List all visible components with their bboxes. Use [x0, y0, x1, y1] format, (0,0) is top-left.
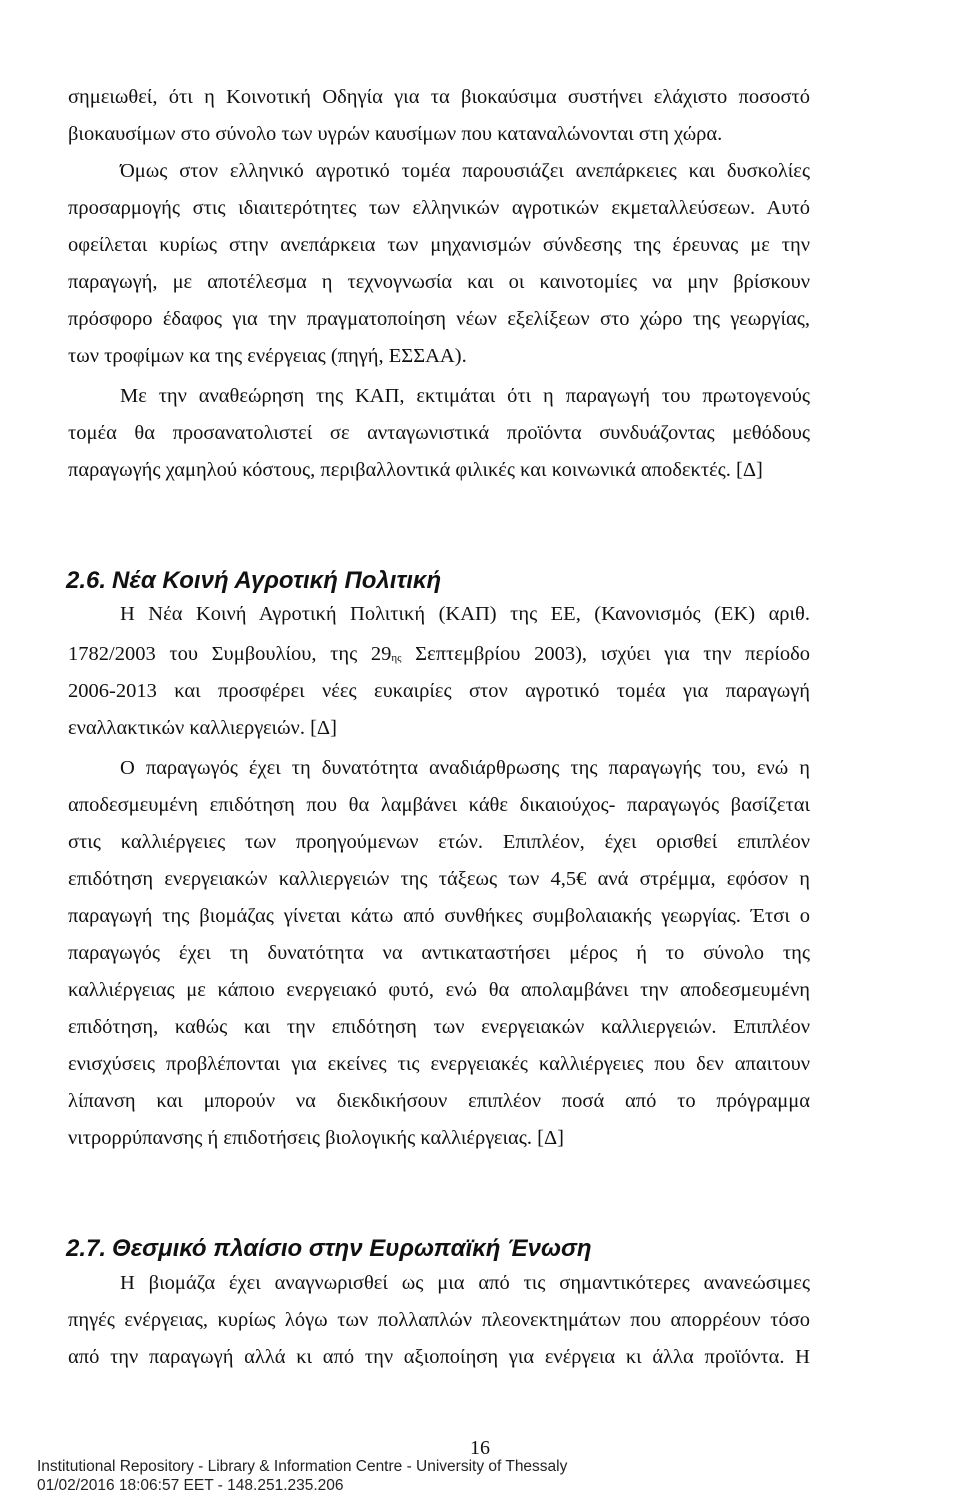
section-heading-2-6: [66, 566, 441, 596]
body-text-line: ενισχύσεις προβλέπονται για εκείνες τις ενεργειακές καλλιέργειες που δεν απαιτουν: [68, 1053, 810, 1075]
body-text-line: 2006-2013 και προσφέρει νέες ευκαιρίες στον αγροτικό τομέα για παραγωγή: [68, 680, 810, 702]
body-text-line: πρόσφορο έδαφος για την πραγματοποίηση νέων εξελίξεων στο χώρο της γεωργίας,: [68, 308, 810, 330]
ordinal-suffix: ης: [391, 652, 402, 664]
body-text-line: παραγωγός έχει τη δυνατότητα να αντικαταστήσει μέρος ή το σύνολο της: [68, 942, 810, 964]
body-text-line: Η βιομάζα έχει αναγνωρισθεί ως μια από τις σημαντικότερες ανανεώσιμες: [120, 1272, 810, 1294]
body-text-line: παραγωγή της βιομάζας γίνεται κάτω από συνθήκες συμβολαιακής γεωργίας. Έτσι ο: [68, 905, 810, 927]
body-text-line: σημειωθεί, ότι η Κοινοτική Οδηγία για τα βιοκαύσιμα συστήνει ελάχιστο ποσοστό: [68, 86, 810, 108]
section-title: Θεσμικό πλαίσιο στην Ευρωπαϊκή Ένωση: [112, 1235, 592, 1262]
body-text-line: στις καλλιέργειες των προηγούμενων ετών. Επιπλέον, έχει ορισθεί επιπλέον: [68, 831, 810, 853]
body-text-line: παραγωγή, με αποτέλεσμα η τεχνογνωσία και οι καινοτομίες να μην βρίσκουν: [68, 271, 810, 293]
body-text-line: οφείλεται κυρίως στην ανεπάρκεια των μηχανισμών σύνδεσης της έρευνας με την: [68, 234, 810, 256]
body-text-line: επιδότηση ενεργειακών καλλιεργειών της τάξεως των 4,5€ ανά στρέμμα, εφόσον η: [68, 868, 810, 890]
body-text-line: Όμως στον ελληνικό αγροτικό τομέα παρουσιάζει ανεπάρκειες και δυσκολίες: [120, 160, 810, 182]
section-number: 2.7.: [66, 1235, 107, 1262]
body-text-line: αποδεσμευμένη επιδότηση που θα λαμβάνει κάθε δικαιούχος- παραγωγός βασίζεται: [68, 794, 810, 816]
body-text-line: καλλιέργειας με κάποιο ενεργειακό φυτό, ενώ θα απολαμβάνει την αποδεσμευμένη: [68, 979, 810, 1001]
body-text-line: των τροφίμων κα της ενέργειας (πηγή, ΕΣΣΑΑ).: [68, 345, 467, 367]
body-text-line: βιοκαυσίμων στο σύνολο των υγρών καυσίμων που καταναλώνονται στη χώρα.: [68, 123, 723, 145]
section-number: 2.6.: [66, 567, 107, 594]
body-text-line: εναλλακτικών καλλιεργειών. [Δ]: [68, 717, 337, 739]
body-text-line: νιτρορρύπανσης ή επιδοτήσεις βιολογικής καλλιέργειας. [Δ]: [68, 1127, 564, 1149]
body-text-line: Η Νέα Κοινή Αγροτική Πολιτική (ΚΑΠ) της ΕΕ, (Κανονισμός (ΕΚ) αριθ.: [120, 603, 810, 625]
body-text-line: Ο παραγωγός έχει τη δυνατότητα αναδιάρθρωσης της παραγωγής του, ενώ η: [120, 757, 810, 779]
section-title: Νέα Κοινή Αγροτική Πολιτική: [112, 567, 442, 594]
body-text-line: προσαρμογής στις ιδιαιτερότητες των ελληνικών αγροτικών εκμεταλλεύσεων. Αυτό: [68, 197, 810, 219]
page-number: 16: [470, 1437, 490, 1459]
body-text-line: Με την αναθεώρηση της ΚΑΠ, εκτιμάται ότι η παραγωγή του πρωτογενούς: [120, 385, 810, 407]
body-text-line: παραγωγής χαμηλού κόστους, περιβαλλοντικά φιλικές και κοινωνικά αποδεκτές. [Δ]: [68, 459, 763, 481]
body-text-line: επιδότηση, καθώς και την επιδότηση των ενεργειακών καλλιεργειών. Επιπλέον: [68, 1016, 810, 1038]
body-text-line: τομέα θα προσανατολιστεί σε ανταγωνιστικά προϊόντα συνδυάζοντας μεθόδους: [68, 422, 810, 444]
section-heading-2-7: [66, 1234, 592, 1264]
body-text-line: 1782/2003 του Συμβουλίου, της 29ης Σεπτεμβρίου 2003), ισχύει για την περίοδο: [68, 643, 810, 665]
repository-footer-timestamp: 01/02/2016 18:06:57 EET - 148.251.235.206: [37, 1477, 344, 1494]
body-text-line: πηγές ενέργειας, κυρίως λόγω των πολλαπλών πλεονεκτημάτων που απορρέουν τόσο: [68, 1309, 810, 1331]
body-text-line: λίπανση και μπορούν να διεκδικήσουν επιπλέον ποσά από το πρόγραμμα: [68, 1090, 810, 1112]
body-text-line: από την παραγωγή αλλά κι από την αξιοποίηση για ενέργεια κι άλλα προϊόντα. Η: [68, 1346, 810, 1368]
repository-footer-line: Institutional Repository - Library & Information Centre - University of Thessaly: [37, 1458, 568, 1475]
